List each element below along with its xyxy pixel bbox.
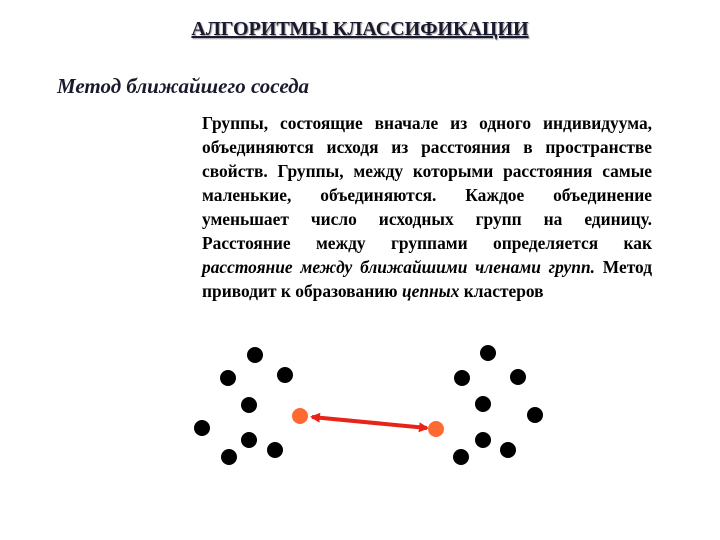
- cluster-point: [475, 396, 491, 412]
- paragraph-emphasis-1: расстояние между ближайшими членами групп.: [202, 257, 595, 277]
- cluster-point: [221, 449, 237, 465]
- cluster-point: [241, 432, 257, 448]
- nearest-point-right: [428, 421, 444, 437]
- cluster-point: [500, 442, 516, 458]
- cluster-point: [267, 442, 283, 458]
- paragraph-emphasis-2: цепных: [401, 281, 460, 301]
- right-cluster: [453, 345, 543, 465]
- cluster-point: [220, 370, 236, 386]
- slide-subtitle: Метод ближайшего соседа: [57, 74, 310, 98]
- cluster-point: [475, 432, 491, 448]
- cluster-point: [194, 420, 210, 436]
- nearest-point-left: [292, 408, 308, 424]
- cluster-point: [510, 369, 526, 385]
- nearest-distance-arrow: [312, 417, 427, 428]
- cluster-point: [241, 397, 257, 413]
- cluster-point: [480, 345, 496, 361]
- cluster-point: [453, 449, 469, 465]
- cluster-point: [277, 367, 293, 383]
- cluster-point: [527, 407, 543, 423]
- cluster-point: [247, 347, 263, 363]
- paragraph-text-3: кластеров: [459, 281, 544, 301]
- left-cluster: [194, 347, 293, 465]
- slide-title: АЛГОРИТМЫ КЛАССИФИКАЦИИ: [191, 18, 529, 40]
- paragraph-text-2: Метод приводит к образованию: [202, 257, 652, 301]
- cluster-point: [454, 370, 470, 386]
- paragraph-text-1: Группы, состоящие вначале из одного индивидуума, объединяются исходя из расстояния в пространстве свойств. Группы, между которыми расстояния самые маленькие, объединяются. Каждое объединение уменьшает число исходных групп на единицу. Расстояние между группами определяется как: [202, 113, 652, 253]
